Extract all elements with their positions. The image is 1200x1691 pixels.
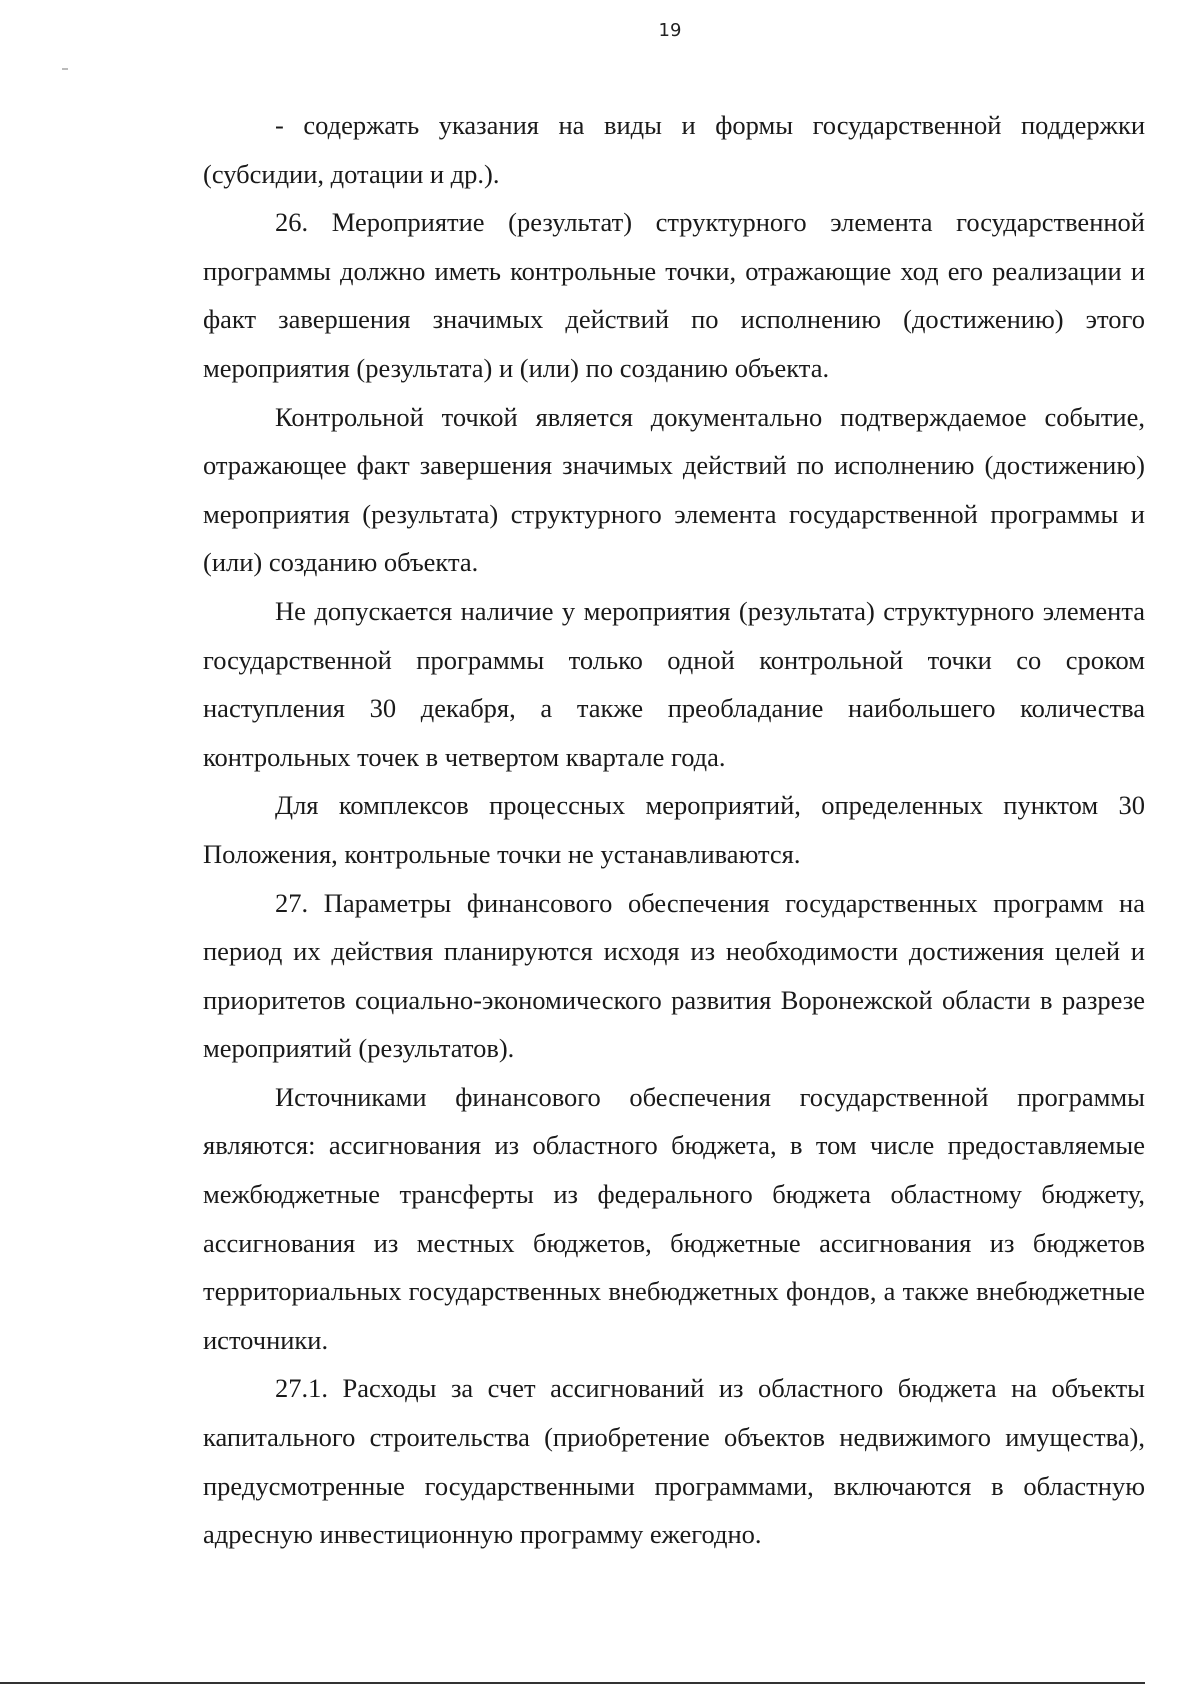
paragraph-control-point-definition: Контрольной точкой является документально подтверждаемое событие, отражающее факт завершения значимых действий по исполнению (достижению) мероприятия (результата) структурного элемента государственной программы и (или) созданию объекта. <box>203 401 1145 578</box>
page-number: 19 <box>658 20 682 41</box>
paragraph-support-forms: - содержать указания на виды и формы государственной поддержки (субсидии, дотации и др.). <box>203 110 1145 189</box>
paragraph-financing-sources: Источниками финансового обеспечения государственной программы являются: ассигнования из областного бюджета, в том числе предоставляемые межбюджетные трансферты из федерального бюджета областному бюджету, ассигнования из местных бюджетов, бюджетные ассигнования из бюджетов территориальных государственных внебюджетных фондов, а также внебюджетные источники. <box>203 1081 1145 1355</box>
paragraph-26-control-points: 26. Мероприятие (результат) структурного элемента государственной программы должно иметь контрольные точки, отражающие ход его реализации и факт завершения значимых действий по исполнению (достижению) этого мероприятия (результата) и (или) по созданию объекта. <box>203 207 1145 383</box>
paragraph-process-activities: Для комплексов процессных мероприятий, определенных пунктом 30 Положения, контрольные точки не устанавливаются. <box>203 790 1145 869</box>
scan-mark <box>62 68 68 70</box>
bottom-rule <box>0 1682 1145 1684</box>
paragraph-single-control-point: Не допускается наличие у мероприятия (результата) структурного элемента государственной программы только одной контрольной точки со сроком наступления 30 декабря, а также преобладание наибольшего количества контрольных точек в четвертом квартале года. <box>203 595 1145 772</box>
paragraph-27-1-capital-expenses: 27.1. Расходы за счет ассигнований из областного бюджета на объекты капитального строительства (приобретение объектов недвижимого имущества), предусмотренные государственными программами, включаются в областную адресную инвестиционную программу ежегодно. <box>203 1373 1145 1550</box>
document-body <box>203 101 1145 1559</box>
paragraph-27-financing: 27. Параметры финансового обеспечения государственных программ на период их действия планируются исходя из необходимости достижения целей и приоритетов социально-экономического развития Воронежской области в разрезе мероприятий (результатов). <box>203 887 1145 1064</box>
